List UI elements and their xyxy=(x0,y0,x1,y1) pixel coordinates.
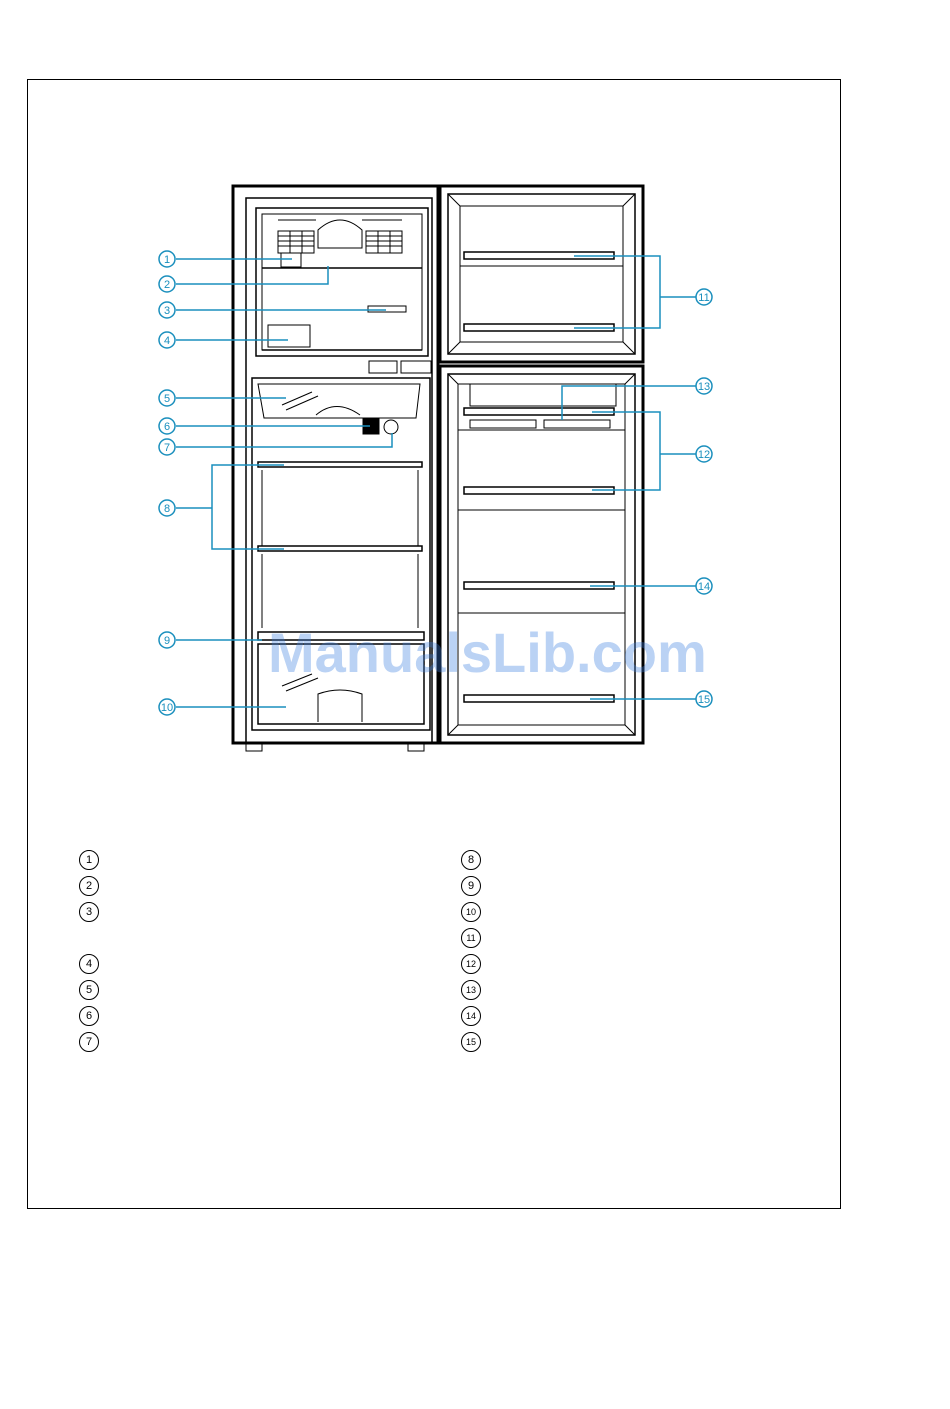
door-rack-2 xyxy=(464,487,614,494)
legend-item-14: 14 xyxy=(461,1006,481,1026)
callout-9 xyxy=(159,632,175,648)
ice-tray-knob xyxy=(281,253,301,267)
callout-12 xyxy=(696,446,712,462)
fridge-compartment xyxy=(252,378,430,730)
callout-6 xyxy=(159,418,175,434)
callout-7 xyxy=(159,439,175,455)
svg-text:8: 8 xyxy=(163,503,171,515)
legend-item-6: 6 xyxy=(79,1006,99,1026)
legend-item-5: 5 xyxy=(79,980,99,1000)
svg-text:4: 4 xyxy=(163,335,171,347)
thermostat-dial xyxy=(384,420,398,434)
callout-11 xyxy=(696,289,712,305)
svg-text:5: 5 xyxy=(163,393,171,405)
freezer-door xyxy=(440,186,643,362)
callout-2 xyxy=(159,276,175,292)
legend-item-8: 8 xyxy=(461,850,481,870)
svg-text:14: 14 xyxy=(697,581,711,593)
legend-item-13: 13 xyxy=(461,980,481,1000)
svg-text:2: 2 xyxy=(163,279,171,291)
legend-item-4: 4 xyxy=(79,954,99,974)
left-door-inner xyxy=(246,198,432,743)
legend-item-7: 7 xyxy=(79,1032,99,1052)
svg-text:11: 11 xyxy=(698,292,710,304)
freezer-inner xyxy=(262,214,422,350)
svg-text:15: 15 xyxy=(697,694,711,706)
legend-item-2: 2 xyxy=(79,876,99,896)
legend-item-11: 11 xyxy=(461,928,481,948)
freezer-vent-left xyxy=(278,220,316,253)
svg-text:7: 7 xyxy=(163,442,171,454)
callout-10 xyxy=(159,699,175,715)
left-door xyxy=(233,186,438,751)
legend-item-12: 12 xyxy=(461,954,481,974)
chiller-drawer xyxy=(258,384,420,418)
crisper-cover xyxy=(258,632,424,640)
svg-text:6: 6 xyxy=(163,421,171,433)
legend-item-10: 10 xyxy=(461,902,481,922)
svg-text:1: 1 xyxy=(163,254,171,266)
svg-text:10: 10 xyxy=(160,702,174,714)
svg-text:13: 13 xyxy=(697,381,711,393)
callout-8 xyxy=(159,500,175,516)
freezer-vent-right xyxy=(362,220,402,253)
svg-text:3: 3 xyxy=(163,305,171,317)
door-rack-1 xyxy=(464,408,614,415)
callout-leaders xyxy=(176,256,696,707)
svg-text:12: 12 xyxy=(697,449,711,461)
callout-4 xyxy=(159,332,175,348)
legend-item-15: 15 xyxy=(461,1032,481,1052)
dairy-compartment xyxy=(470,384,616,406)
callout-13 xyxy=(696,378,712,394)
egg-tray-right xyxy=(544,420,610,428)
right-doors xyxy=(440,186,643,743)
callout-5 xyxy=(159,390,175,406)
vegetable-crisper xyxy=(258,644,424,724)
legend-item-9: 9 xyxy=(461,876,481,896)
ice-maker-cover xyxy=(318,220,362,248)
callout-15 xyxy=(696,691,712,707)
watermark: ManualsLib.com xyxy=(268,621,707,684)
legend-item-3: 3 xyxy=(79,902,99,922)
ice-bin xyxy=(268,325,310,347)
callout-1 xyxy=(159,251,175,267)
svg-text:9: 9 xyxy=(163,635,171,647)
callout-14 xyxy=(696,578,712,594)
legend-item-1: 1 xyxy=(79,850,99,870)
callout-labels xyxy=(159,251,712,715)
freezer-compartment xyxy=(256,208,428,356)
freezer-light xyxy=(368,306,406,312)
egg-tray-left xyxy=(470,420,536,428)
callout-3 xyxy=(159,302,175,318)
